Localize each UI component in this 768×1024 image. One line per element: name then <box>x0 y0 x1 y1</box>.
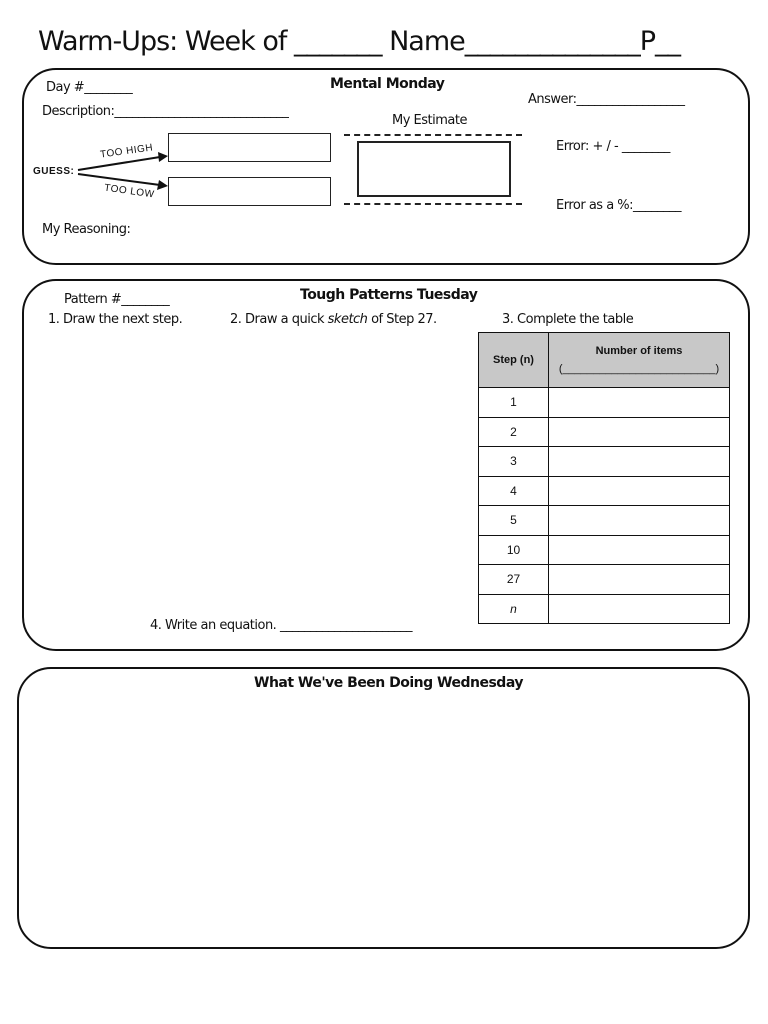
estimate-label: My Estimate <box>392 113 467 128</box>
items-cell[interactable] <box>549 594 730 624</box>
table-row <box>479 565 730 595</box>
estimate-dash-bottom <box>344 203 522 205</box>
pattern-label: Pattern #________ <box>64 292 170 307</box>
table-row <box>479 535 730 565</box>
items-cell[interactable] <box>549 565 730 595</box>
too-low-label: TOO LOW <box>103 182 156 201</box>
items-cell[interactable] <box>549 476 730 506</box>
estimate-input[interactable] <box>357 141 511 197</box>
step-cell: 1 <box>479 388 549 418</box>
table-row <box>479 388 730 418</box>
arrow-too-low <box>78 174 160 185</box>
table-header-row <box>479 333 730 388</box>
items-cell[interactable] <box>549 506 730 536</box>
step-cell: 5 <box>479 506 549 536</box>
step2-text-pre: 2. Draw a quick <box>230 312 324 327</box>
step2-text-emphasis: sketch <box>327 312 368 327</box>
day-label: Day #________ <box>46 80 133 95</box>
table-row <box>479 506 730 536</box>
monday-heading: Mental Monday <box>330 76 445 92</box>
col-items-header <box>549 333 730 388</box>
estimate-dash-top <box>344 134 522 136</box>
step4-instruction: 4. Write an equation. ______________________ <box>150 618 412 633</box>
tuesday-heading: Tough Patterns Tuesday <box>300 287 478 303</box>
items-cell[interactable] <box>549 535 730 565</box>
wednesday-panel <box>17 667 750 949</box>
error-label: Error: + / - ________ <box>556 139 670 154</box>
table-row <box>479 594 730 624</box>
error-percent-label: Error as a %:________ <box>556 198 682 213</box>
arrowhead-too-low <box>157 180 168 190</box>
page-title: Warm-Ups: Week of _______ Name______________P__ <box>38 26 681 57</box>
too-low-input[interactable] <box>168 177 331 206</box>
reasoning-label: My Reasoning: <box>42 222 131 237</box>
guess-arrows <box>70 140 175 200</box>
step-cell: 4 <box>479 476 549 506</box>
wednesday-heading: What We've Been Doing Wednesday <box>254 675 523 691</box>
description-label: Description:_____________________________ <box>42 104 289 119</box>
items-cell[interactable] <box>549 417 730 447</box>
step-cell: 10 <box>479 535 549 565</box>
items-cell[interactable] <box>549 388 730 418</box>
step-cell: 2 <box>479 417 549 447</box>
step1-instruction: 1. Draw the next step. <box>48 312 183 327</box>
step3-instruction: 3. Complete the table <box>502 312 634 327</box>
step-cell: n <box>479 594 549 624</box>
table-row <box>479 417 730 447</box>
too-high-label: TOO HIGH <box>99 142 154 161</box>
too-high-input[interactable] <box>168 133 331 162</box>
answer-label: Answer:__________________ <box>528 92 685 107</box>
arrowhead-too-high <box>158 152 168 162</box>
items-cell[interactable] <box>549 447 730 477</box>
step2-instruction <box>230 312 437 327</box>
guess-label: GUESS: <box>33 166 75 177</box>
table-row <box>479 447 730 477</box>
arrow-too-high <box>78 157 160 170</box>
step2-text-post: of Step 27. <box>371 312 437 327</box>
col-items-unit-blank: (_________________________) <box>558 363 720 375</box>
step-cell: 3 <box>479 447 549 477</box>
steps-table <box>478 332 730 624</box>
col-items-label: Number of items <box>595 345 683 357</box>
col-step-label: Step (n) <box>493 354 534 366</box>
col-step-header <box>479 333 549 388</box>
table-row <box>479 476 730 506</box>
step-cell: 27 <box>479 565 549 595</box>
